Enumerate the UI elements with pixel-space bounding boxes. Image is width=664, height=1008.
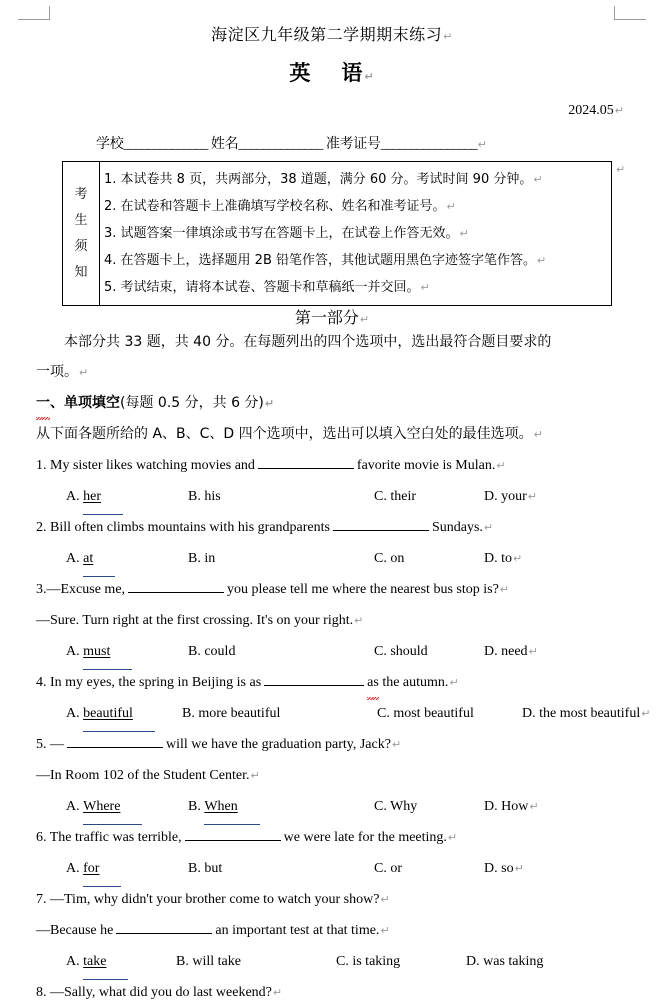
question-number: 5.	[36, 737, 47, 752]
option-text: in	[204, 551, 216, 566]
option-letter: C.	[377, 706, 390, 721]
option-d[interactable]	[466, 946, 543, 977]
part-intro-text-1: 本部分共 33 题，共 40 分。在每题列出的四个选项中，选出最符合题目要求的	[64, 334, 552, 350]
option-d[interactable]	[484, 543, 512, 574]
pilcrow-icon: ↵	[420, 281, 430, 294]
option-b[interactable]	[176, 946, 336, 977]
option-letter: C.	[374, 799, 387, 814]
question-options	[36, 946, 636, 977]
notice-item-text: 1. 本试卷共 8 页，共两部分，38 道题，满分 60 分。考试时间 90 分钟。	[104, 172, 533, 187]
question-stem-before: In my eyes, the spring in Beijing is as	[50, 675, 262, 690]
option-text: Where	[83, 799, 121, 814]
option-text: most beautiful	[393, 706, 474, 721]
answer-blank[interactable]	[116, 933, 212, 934]
section-heading	[36, 388, 636, 419]
pilcrow-icon: ↵	[272, 986, 283, 999]
option-letter: D.	[484, 551, 498, 566]
section-number: 一	[36, 388, 50, 418]
question-stem-after: favorite movie is Mulan.	[356, 458, 496, 473]
question-stem-after: an important test at that time.	[215, 923, 380, 938]
option-c[interactable]	[374, 853, 484, 884]
student-id-line	[96, 133, 634, 153]
option-letter: B.	[182, 706, 195, 721]
pilcrow-icon: ↵	[391, 738, 402, 751]
option-letter: D.	[484, 644, 498, 659]
option-letter: C.	[336, 954, 349, 969]
option-letter: C.	[374, 861, 387, 876]
option-text: could	[204, 644, 236, 659]
notice-label-vertical	[63, 162, 100, 305]
question-stem	[36, 977, 636, 1008]
question-number: 2.	[36, 520, 47, 535]
pilcrow-icon: ↵	[641, 707, 651, 720]
question-number: 1.	[36, 458, 47, 473]
option-c[interactable]	[374, 636, 484, 667]
pilcrow-icon: ↵	[447, 831, 458, 844]
option-letter: A.	[66, 489, 80, 504]
list-item	[104, 166, 611, 193]
option-letter: D.	[484, 489, 498, 504]
answer-blank[interactable]	[128, 592, 224, 593]
spellcheck-marked-word: as	[367, 667, 379, 698]
option-text: must	[83, 644, 111, 659]
question-stem	[36, 450, 636, 481]
question-stem-after: Sundays.	[431, 520, 483, 535]
option-text: When	[204, 799, 238, 814]
part-heading	[0, 305, 664, 328]
pilcrow-icon: ↵	[380, 893, 390, 906]
pilcrow-icon: ↵	[79, 366, 89, 379]
crop-mark-top-left	[18, 6, 50, 20]
pilcrow-icon: ↵	[537, 254, 547, 267]
pilcrow-icon: ↵	[446, 200, 456, 213]
question-number: 6.	[36, 830, 47, 845]
option-a[interactable]	[66, 791, 188, 822]
option-text: the most beautiful	[539, 706, 641, 721]
option-text: for	[83, 861, 100, 876]
subject-char-1: 英	[289, 61, 312, 85]
option-letter: A.	[66, 861, 80, 876]
question-stem-after: will we have the graduation party, Jack?	[166, 737, 391, 752]
question-options	[36, 698, 651, 729]
pilcrow-icon: ↵	[528, 645, 538, 658]
pilcrow-icon: ↵	[483, 521, 494, 534]
part-heading-text: 第一部分	[294, 308, 359, 327]
answer-blank[interactable]	[333, 530, 429, 531]
pilcrow-icon: ↵	[354, 614, 364, 627]
option-d[interactable]	[484, 636, 528, 667]
option-letter: A.	[66, 644, 80, 659]
school-blank[interactable]: ______________	[123, 137, 208, 152]
option-a[interactable]	[66, 636, 188, 667]
pilcrow-icon: ↵	[459, 227, 469, 240]
option-letter: D.	[484, 861, 498, 876]
question-stem	[36, 822, 636, 853]
option-letter: D.	[484, 799, 498, 814]
question-options	[36, 481, 636, 512]
option-letter: B.	[188, 799, 201, 814]
option-text: How	[501, 799, 529, 814]
section-title-text: 、单项填空	[50, 395, 120, 411]
option-text: their	[390, 489, 416, 504]
notice-item-text: 3. 试题答案一律填涂或书写在答题卡上，在试卷上作答无效。	[104, 226, 459, 241]
notice-label-char-2: 须	[74, 238, 88, 254]
pilcrow-icon: ↵	[614, 104, 624, 117]
option-letter: B.	[188, 861, 201, 876]
section-instruction-text: 从下面各题所给的 A、B、C、D 四个选项中，选出可以填入空白处的最佳选项。	[36, 426, 533, 442]
question-stem-before: Bill often climbs mountains with his grandparents	[50, 520, 330, 535]
option-text: was taking	[483, 954, 544, 969]
notice-item-text: 4. 在答题卡上，选择题用 2B 铅笔作答，其他试题用黑色字迹签字笔作答。	[104, 253, 536, 268]
option-b[interactable]	[188, 481, 374, 512]
section-score-text: (每题 0.5 分，共 6 分)	[120, 395, 264, 411]
option-text: need	[501, 644, 528, 659]
option-d[interactable]	[484, 791, 528, 822]
question-stem-question: —Sally, what did you do last weekend?	[50, 985, 272, 1000]
notice-item-list	[100, 162, 611, 305]
option-letter: C.	[374, 489, 387, 504]
exam-date-text: 2024.05	[568, 103, 614, 118]
pilcrow-icon: ↵	[359, 313, 370, 326]
question-number: 7.	[36, 892, 47, 907]
question-options	[36, 543, 636, 574]
answer-blank[interactable]	[264, 685, 364, 686]
notice-item-text: 5. 考试结束，请将本试卷、答题卡和草稿纸一并交回。	[104, 280, 420, 295]
ticket-blank[interactable]: ________________	[380, 137, 477, 152]
option-letter: C.	[374, 644, 387, 659]
option-c[interactable]	[374, 543, 484, 574]
option-letter: A.	[66, 954, 80, 969]
pilcrow-icon: ↵	[380, 924, 390, 937]
pilcrow-icon: ↵	[527, 490, 538, 503]
option-a[interactable]	[66, 946, 176, 977]
question-stem-before: —Because he	[36, 923, 114, 938]
option-b[interactable]	[188, 791, 374, 822]
subject-title	[0, 57, 664, 87]
option-text: her	[83, 489, 102, 504]
question-options	[36, 636, 636, 667]
part-intro-text-2: 一项。	[36, 364, 78, 380]
option-letter: C.	[374, 551, 387, 566]
crop-mark-top-right	[614, 6, 646, 20]
notice-label-char-3: 知	[74, 264, 88, 280]
exam-body	[36, 327, 651, 1008]
pilcrow-icon: ↵	[449, 676, 459, 689]
option-c[interactable]	[374, 481, 484, 512]
option-d[interactable]	[522, 698, 640, 729]
option-text: his	[204, 489, 221, 504]
question-stem-before: —Excuse me,	[46, 582, 126, 597]
question-stem-before: —	[50, 737, 64, 752]
option-letter: B.	[176, 954, 189, 969]
option-c[interactable]	[374, 791, 484, 822]
pilcrow-icon: ↵	[477, 138, 487, 151]
option-d[interactable]	[484, 481, 527, 512]
question-reply-text: —In Room 102 of the Student Center.	[36, 768, 250, 783]
part-intro-line-1	[36, 327, 636, 357]
question-stem-before: My sister likes watching movies and	[50, 458, 255, 473]
option-a[interactable]	[66, 698, 182, 729]
question-stem	[36, 512, 636, 543]
pilcrow-icon: ↵	[533, 428, 543, 441]
pilcrow-icon: ↵	[250, 769, 260, 782]
option-text: at	[83, 551, 94, 566]
option-letter: D.	[466, 954, 480, 969]
page-title	[0, 22, 664, 45]
list-item	[104, 247, 611, 274]
option-b[interactable]	[188, 543, 374, 574]
option-a[interactable]	[66, 853, 188, 884]
option-text: Why	[390, 799, 418, 814]
name-label: 姓名	[210, 136, 239, 152]
pilcrow-icon: ↵	[364, 70, 375, 83]
option-text: or	[390, 861, 403, 876]
pilcrow-icon: ↵	[443, 30, 453, 43]
option-b[interactable]	[188, 636, 374, 667]
option-letter: A.	[66, 799, 80, 814]
option-c[interactable]	[377, 698, 522, 729]
question-number: 4.	[36, 675, 47, 690]
option-b[interactable]	[188, 853, 374, 884]
question-options	[36, 853, 636, 884]
pilcrow-icon: ↵	[499, 583, 509, 596]
option-a[interactable]	[66, 543, 188, 574]
list-item	[104, 220, 611, 247]
option-letter: B.	[188, 551, 201, 566]
question-options	[36, 791, 636, 822]
option-b[interactable]	[182, 698, 377, 729]
exam-date	[568, 103, 624, 119]
candidate-notice-box	[62, 161, 612, 306]
pilcrow-icon: ↵	[529, 800, 539, 813]
pilcrow-icon: ↵	[496, 459, 506, 472]
answer-blank[interactable]	[258, 468, 354, 469]
pilcrow-icon: ↵	[533, 173, 543, 186]
pilcrow-icon: ↵	[616, 163, 626, 176]
school-label: 学校	[96, 136, 124, 152]
list-item	[104, 193, 611, 220]
option-text: on	[390, 551, 405, 566]
option-letter: A.	[66, 706, 80, 721]
notice-item-text: 2. 在试卷和答题卡上准确填写学校名称、姓名和准考证号。	[104, 199, 446, 214]
pilcrow-icon: ↵	[513, 552, 523, 565]
question-stem-after: we were late for the meeting.	[283, 830, 447, 845]
option-text: beautiful	[83, 706, 133, 721]
question-stem-after: you please tell me where the nearest bus stop is?	[227, 582, 499, 597]
question-number: 8.	[36, 985, 47, 1000]
pilcrow-icon: ↵	[514, 862, 524, 875]
option-letter: D.	[522, 706, 536, 721]
option-letter: B.	[188, 644, 201, 659]
option-text: but	[204, 861, 223, 876]
option-text: so	[501, 861, 514, 876]
question-reply-text: —Sure. Turn right at the first crossing. It's on your right.	[36, 613, 354, 628]
option-letter: A.	[66, 551, 80, 566]
question-reply	[36, 760, 636, 791]
question-stem	[36, 729, 636, 760]
question-stem: 4. In my eyes, the spring in Beijing is as as the autumn.↵	[36, 667, 636, 698]
notice-label-char-1: 生	[74, 212, 88, 228]
option-letter: B.	[188, 489, 201, 504]
question-number: 3.	[36, 582, 47, 597]
question-reply	[36, 605, 636, 636]
question-stem	[36, 884, 636, 915]
question-stem	[36, 574, 636, 605]
option-text: more beautiful	[198, 706, 281, 721]
pilcrow-icon: ↵	[264, 397, 275, 410]
option-c[interactable]	[336, 946, 466, 977]
doc-title-text: 海淀区九年级第二学期期末练习	[211, 25, 443, 44]
option-text: your	[501, 489, 527, 504]
list-item	[104, 274, 611, 301]
option-text: will take	[192, 954, 241, 969]
option-text: is taking	[352, 954, 401, 969]
option-text: to	[501, 551, 513, 566]
ticket-label: 准考证号	[325, 136, 381, 152]
subject-char-2: 语	[341, 61, 364, 85]
answer-blank[interactable]	[67, 747, 163, 748]
question-stem-question: —Tim, why didn't your brother come to watch your show?	[50, 892, 380, 907]
option-text: should	[390, 644, 428, 659]
part-intro-line-2	[36, 357, 636, 388]
option-text: take	[83, 954, 107, 969]
answer-blank[interactable]	[185, 840, 281, 841]
section-instruction	[36, 419, 636, 450]
notice-label-char-0: 考	[74, 186, 88, 202]
option-a[interactable]	[66, 481, 188, 512]
question-stem-before: The traffic was terrible,	[49, 830, 182, 845]
name-blank[interactable]: ______________	[238, 137, 323, 152]
option-d[interactable]	[484, 853, 514, 884]
